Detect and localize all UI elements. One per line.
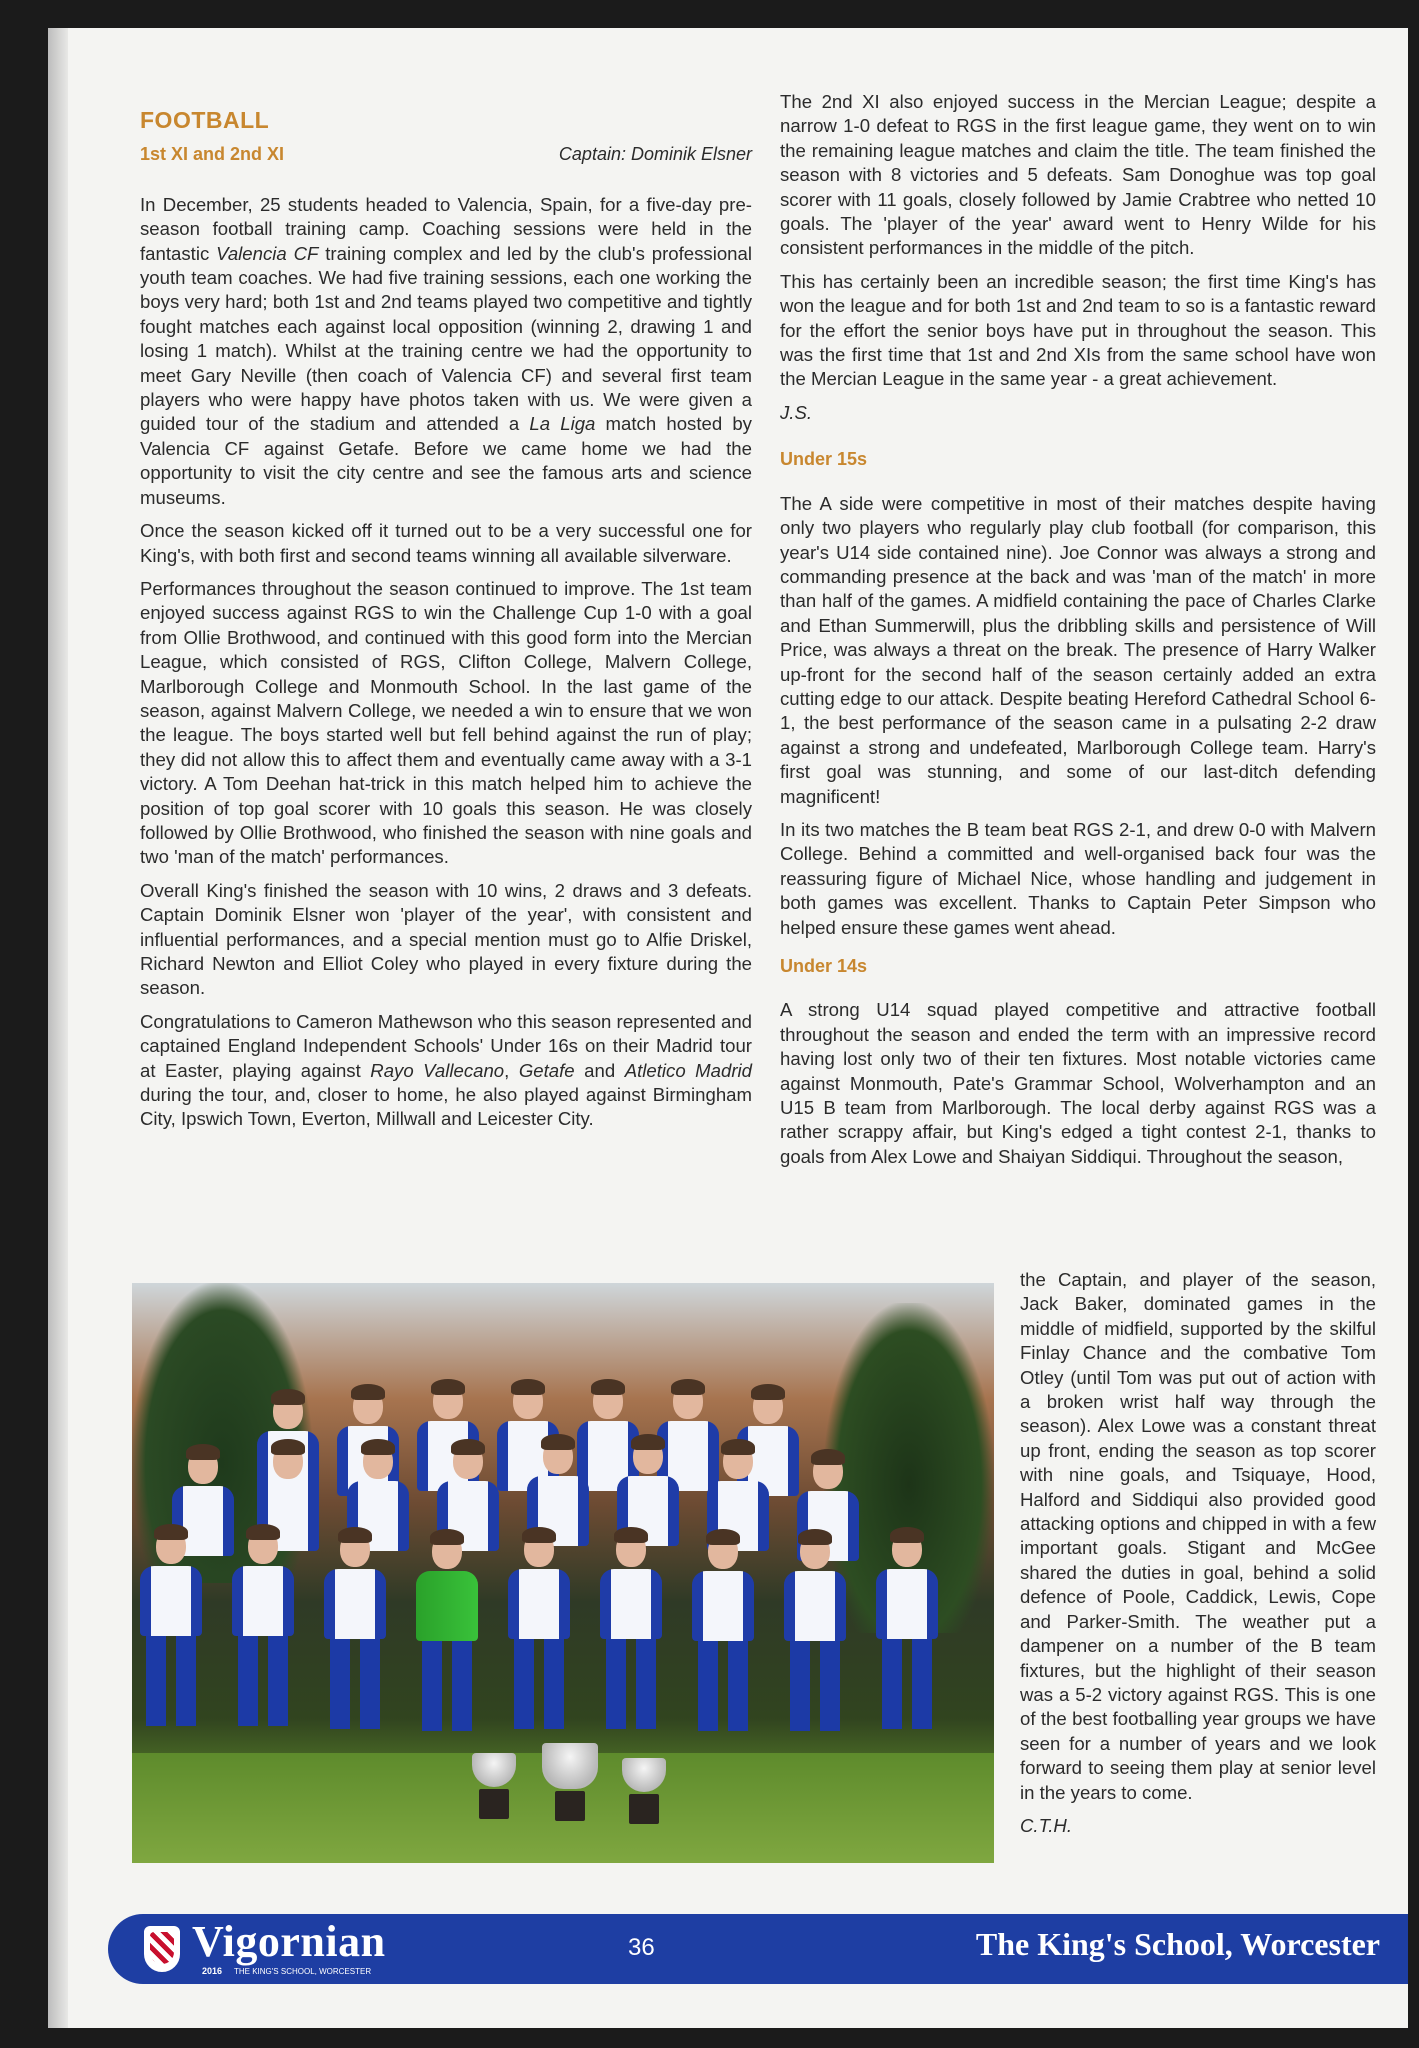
team-player [876, 1531, 938, 1729]
paragraph-under14-a: A strong U14 squad played competitive and attractive football throughout the season and ended the term with an impressive record having lost only two of their ten fixtures. Most notable victories came against Monmouth, Pate's Grammar School, Wolverhampton and an U15 B team from Marlborough. The local derby against RGS was a rather scrappy affair, but King's edged a tight contest 2-1, thanks to goals from Alex Lowe and Shaiyan Siddiqui. Throughout the season, [780, 999, 1376, 1167]
paragraph-under15-a: The A side were competitive in most of their matches despite having only two players who regularly play club football (for comparison, this year's U14 side contained nine). Joe Connor was always a strong and commanding presence at the back and was 'man of the match' in more than half of the games. A midfield containing the pace of Charles Clarke and Ethan Summerwill, plus the dribbling skills and persistence of Will Price, was always a threat on the break. The presence of Harry Walker up-front for the second half of the season certainly added an extra cutting edge to our attack. Despite beating Hereford Cathedral School 6-1, the best performance of the season came in a pulsating 2-2 draw against a strong and undefeated, Marlborough College team. Harry's first goal was stunning, and some of our last-ditch defending magnificent! [780, 492, 1376, 807]
goalkeeper [416, 1533, 478, 1731]
under15-heading: Under 15s [780, 449, 868, 470]
signature-cth: C.T.H. [1020, 1814, 1073, 1836]
footer-bar [108, 1914, 1408, 1984]
page-number: 36 [628, 1934, 655, 1961]
paragraph-2nd-xi: The 2nd XI also enjoyed success in the Mercian League; despite a narrow 1-0 defeat to RGS in the first league game, they went on to win the remaining league matches and claim the title. The team finished the season with 8 victories and 5 defeats. Sam Donoghue was top goal scorer with 11 goals, closely followed by Jamie Crabtree who netted 10 goals. The 'player of the year' award went to Henry Wilde for his consistent performances in the middle of the pitch. [780, 91, 1376, 259]
masthead-year: 2016 [202, 1966, 223, 1976]
under14-heading: Under 14s [780, 956, 868, 976]
magazine-page [48, 28, 1408, 2028]
page-spine [48, 28, 68, 2028]
school-crest-icon [142, 1924, 182, 1974]
masthead-subtitle: THE KING'S SCHOOL, WORCESTER [234, 1967, 372, 1976]
under14-continuation [1020, 1268, 1376, 1847]
team-player [600, 1531, 662, 1729]
paragraph-overall: Overall King's finished the season with 10 wins, 2 draws and 3 defeats. Captain Dominik Elsner won 'player of the year', with consistent and influential performances, and a special mention must go to Alfie Driskel, Richard Newton and Elliot Coley who played in every fixture during the season. [140, 879, 752, 999]
left-column [140, 88, 752, 1141]
school-name: The King's School, Worcester [975, 1926, 1380, 1962]
trophy [542, 1743, 598, 1821]
signature-js: J.S. [780, 401, 813, 423]
masthead: Vigornian [192, 1917, 386, 1966]
paragraph-valencia: In December, 25 students headed to Valencia, Spain, for a five-day pre-season football training camp. Coaching sessions were held in the fantastic Valencia CF training complex and led by the club's professional youth team coaches. We had five training sessions, each one working the boys very hard; both 1st and 2nd teams played two competitive and tightly fought matches each against local opposition (winning 2, drawing 1 and losing 1 match). Whilst at the training centre we had the opportunity to meet Gary Neville (then coach of Valencia CF) and several first team players who were happy have photos taken with us. We were given a guided tour of the stadium and attended a La Liga match hosted by Valencia CF against Getafe. Before we came home we had the opportunity to visit the city centre and see the famous arts and science museums. [140, 193, 752, 508]
paragraph-under14-b: the Captain, and player of the season, Jack Baker, dominated games in the middle of midfield, supported by the skilful Finlay Chance and the combative Tom Otley (until Tom was put out of action with a broken wrist half way through the season). Alex Lowe was a constant threat up front, ending the season as top scorer with nine goals, and Tsiquaye, Hood, Halford and Siddiqui also provided good attacking options and chipped in with a few important goals. Stigant and McGee shared the duties in goal, behind a solid defence of Poole, Caddick, Lewis, Cope and Parker-Smith. The weather put a dampener on a number of the B team fixtures, but the highlight of their season was a 5-2 victory against RGS. This is one of the best footballing year groups we have seen for a number of years and we look forward to seeing them play at senior level in the years to come. [1020, 1269, 1376, 1803]
team-player [324, 1531, 386, 1729]
paragraph-congratulations: Congratulations to Cameron Mathewson who this season represented and captained England Independent Schools' Under 16s on their Madrid tour at Easter, playing against Rayo Vallecano, Getafe and Atletico Madrid during the tour, and, closer to home, he also played against Birmingham City, Ipswich Town, Everton, Millwall and Leicester City. [140, 1010, 752, 1130]
team-photo [132, 1283, 994, 1863]
trophy [472, 1753, 516, 1819]
team-player [232, 1528, 294, 1726]
section-title: FOOTBALL [140, 107, 270, 133]
team-player [508, 1531, 570, 1729]
paragraph-under15-b: In its two matches the B team beat RGS 2-1, and drew 0-0 with Malvern College. Behind a committed and well-organised back four was the reassuring figure of Michael Nice, whose handling and judgement in both games was excellent. Thanks to Captain Peter Simpson who helped ensure these games went ahead. [780, 818, 1376, 938]
paragraph-incredible-season: This has certainly been an incredible season; the first time King's has won the league and for both 1st and 2nd team to so is a fantastic reward for the effort the senior boys have put in throughout the season. This was the first time that 1st and 2nd XIs from the same school have won the Mercian League in the same year - a great achievement. [780, 270, 1376, 390]
team-player [692, 1533, 754, 1731]
captain-credit: Captain: Dominik Elsner [558, 144, 752, 165]
trophy [622, 1758, 666, 1824]
first-xi-heading: 1st XI and 2nd XI [140, 144, 285, 165]
team-player [784, 1533, 846, 1731]
first-xi-header [140, 142, 752, 166]
right-column [780, 90, 1376, 1178]
team-player [140, 1528, 202, 1726]
paragraph-season-start: Once the season kicked off it turned out to be a very successful one for King's, with both first and second teams winning all available silverware. [140, 520, 752, 566]
paragraph-performances: Performances throughout the season continued to improve. The 1st team enjoyed success against RGS to win the Challenge Cup 1-0 with a goal from Ollie Brothwood, and continued with this good form into the Mercian League, which consisted of RGS, Clifton College, Malvern College, Marlborough College and Monmouth School. In the last game of the season, against Malvern College, we needed a win to ensure that we won the league. The boys started well but fell behind against the run of play; they did not allow this to affect them and eventually came away with a 3-1 victory. A Tom Deehan hat-trick in this match helped him to achieve the position of top goal scorer with 10 goals this season. He was closely followed by Ollie Brothwood, who finished the season with nine goals and two 'man of the match' performances. [140, 577, 752, 868]
